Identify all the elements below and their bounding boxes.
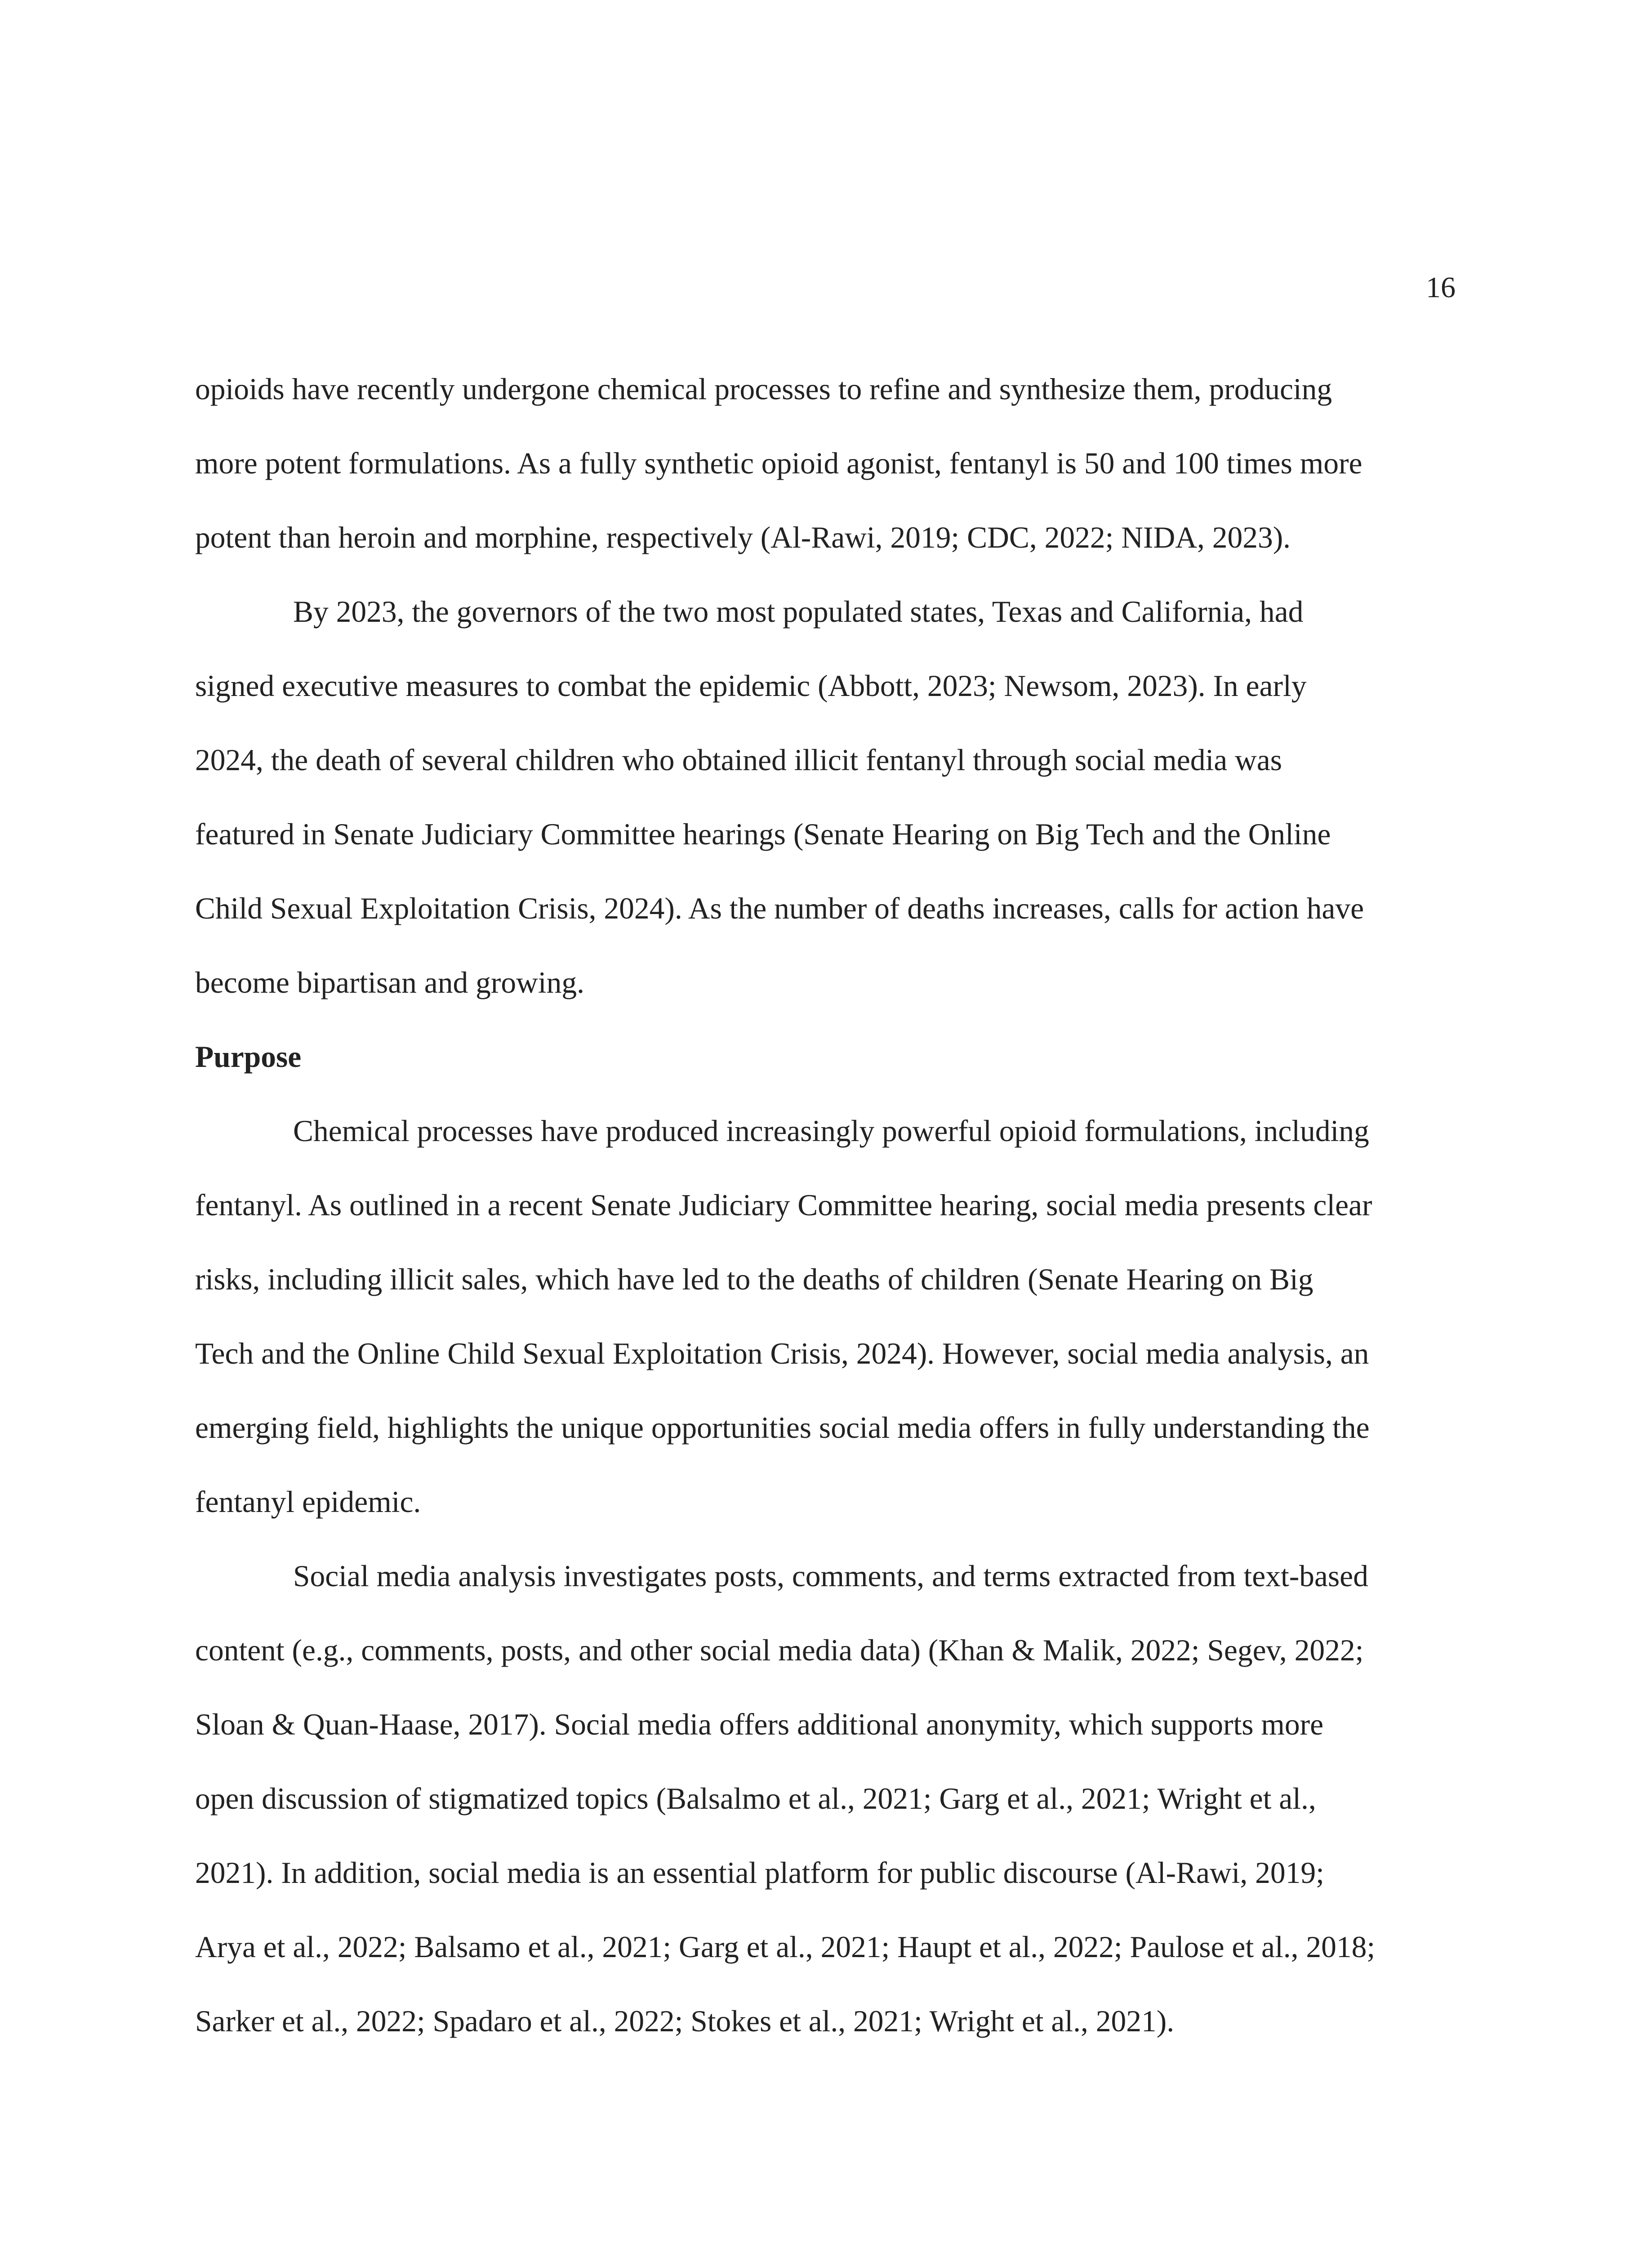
paragraph-first-line: Social media analysis investigates posts, comments, and terms extracted from text-based xyxy=(293,1559,1368,1593)
text-line: content (e.g., comments, posts, and other social media data) (Khan & Malik, 2022; Segev, 2022; xyxy=(195,1633,1364,1667)
text-line: become bipartisan and growing. xyxy=(195,966,584,999)
text-line: Arya et al., 2022; Balsamo et al., 2021; Garg et al., 2021; Haupt et al., 2022; Paulose et al., 2018; xyxy=(195,1930,1376,1964)
text-line: opioids have recently undergone chemical processes to refine and synthesize them, producing xyxy=(195,372,1332,406)
text-line: signed executive measures to combat the epidemic (Abbott, 2023; Newsom, 2023). In early xyxy=(195,669,1307,703)
section-heading: Purpose xyxy=(195,1040,302,1074)
text-line: featured in Senate Judiciary Committee hearings (Senate Hearing on Big Tech and the Online xyxy=(195,817,1331,851)
text-line: fentanyl. As outlined in a recent Senate Judiciary Committee hearing, social media presents clear xyxy=(195,1188,1372,1222)
text-line: Child Sexual Exploitation Crisis, 2024). As the number of deaths increases, calls for action have xyxy=(195,892,1364,925)
text-line: 2024, the death of several children who obtained illicit fentanyl through social media was xyxy=(195,743,1282,777)
text-line: Tech and the Online Child Sexual Exploitation Crisis, 2024). However, social media analysis, an xyxy=(195,1337,1369,1370)
text-line: fentanyl epidemic. xyxy=(195,1485,421,1519)
text-line: more potent formulations. As a fully synthetic opioid agonist, fentanyl is 50 and 100 times more xyxy=(195,446,1363,480)
text-line: potent than heroin and morphine, respectively (Al-Rawi, 2019; CDC, 2022; NIDA, 2023). xyxy=(195,521,1291,554)
text-line: risks, including illicit sales, which have led to the deaths of children (Senate Hearing on Big xyxy=(195,1262,1314,1296)
text-line: emerging field, highlights the unique opportunities social media offers in fully understanding the xyxy=(195,1411,1370,1445)
text-line: open discussion of stigmatized topics (Balsalmo et al., 2021; Garg et al., 2021; Wright et al., xyxy=(195,1782,1316,1815)
paragraph-first-line: By 2023, the governors of the two most populated states, Texas and California, had xyxy=(293,595,1304,629)
paragraph-first-line: Chemical processes have produced increasingly powerful opioid formulations, including xyxy=(293,1114,1369,1148)
text-line: Sloan & Quan-Haase, 2017). Social media offers additional anonymity, which supports more xyxy=(195,1708,1324,1741)
text-line: 2021). In addition, social media is an essential platform for public discourse (Al-Rawi, 2019; xyxy=(195,1856,1324,1890)
text-line: Sarker et al., 2022; Spadaro et al., 2022; Stokes et al., 2021; Wright et al., 2021). xyxy=(195,2004,1175,2038)
body-text xyxy=(195,352,1472,2058)
page-number: 16 xyxy=(1426,271,1456,304)
